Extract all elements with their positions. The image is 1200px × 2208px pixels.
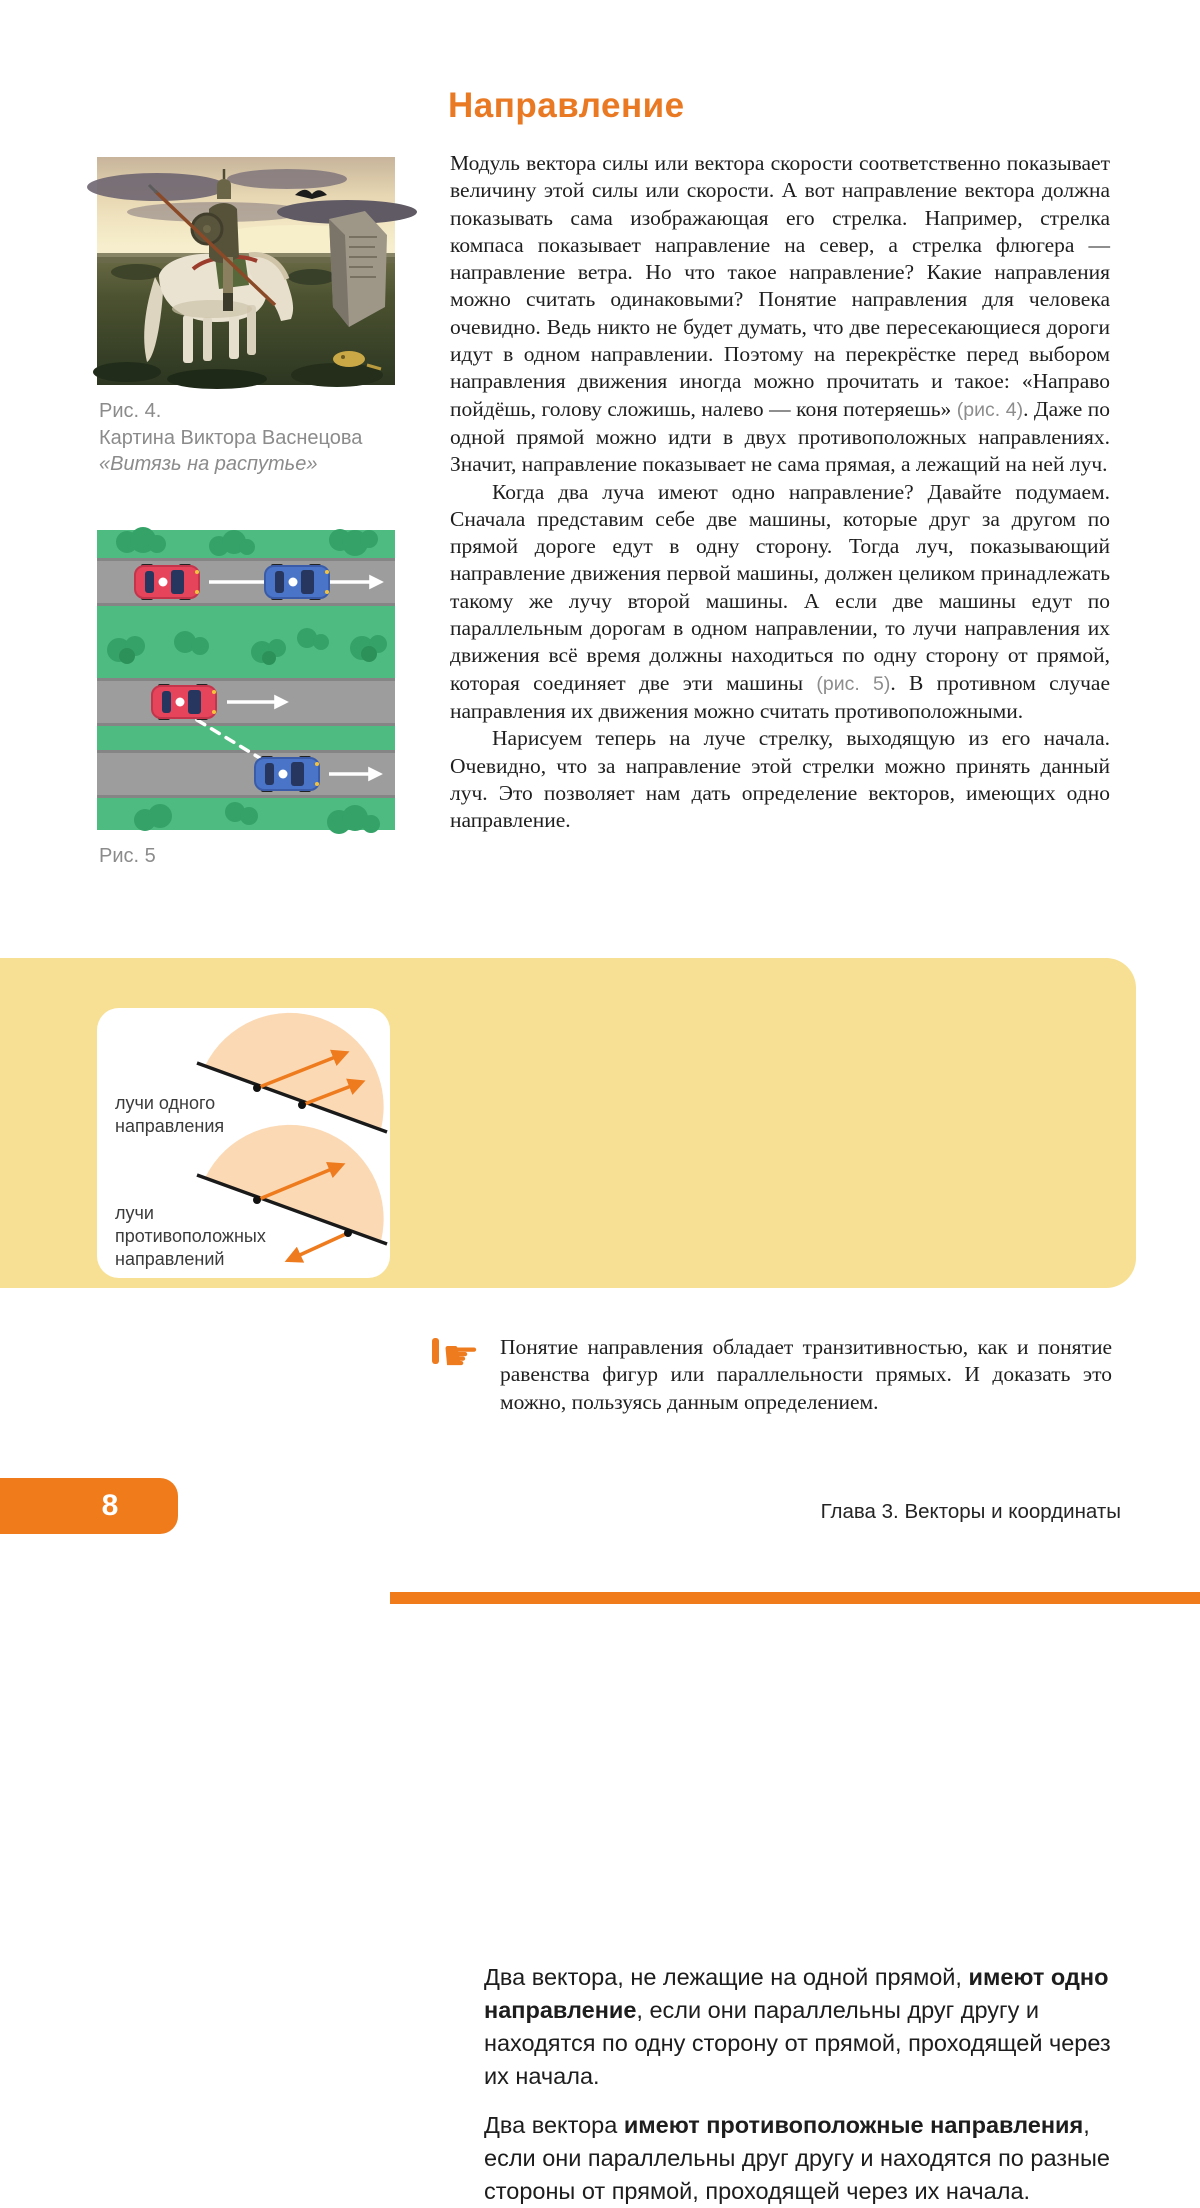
bottom-accent-bar [390, 1592, 1200, 1604]
section-title: Направление [448, 86, 685, 125]
body-paragraph-3: Нарисуем теперь на луче стрелку, выходящую из его начала. Очевидно, что за направление этой стрелки можно принять данный луч. Это позволяет нам дать определение векторов, имеющих одно направление. [450, 726, 1110, 833]
body-p2-text: Когда два луча имеют одно направление? Давайте подумаем. Сначала представим себе две машины, которые друг за другом по прямой дороге едут в одну сторону. Тогда луч, показывающий направление движения первой машины, должен целиком принадлежать такому же лучу второй машины. А если две машины едут по параллельным дорогам в одном направлении, то лучи направления их движения всё время должны находиться по одну сторону от прямой, которая соединяет две эти машины [450, 479, 1110, 695]
figure4-caption [99, 398, 399, 478]
body-p2-text-after: . В противном случае направления их движения можно считать противоположными. [450, 670, 1110, 723]
definition-text [484, 1961, 1114, 2208]
body-paragraph-2 [450, 479, 1110, 726]
body-p1-text: Модуль вектора силы или вектора скорости соответственно показывает величину этой силы или скорости. А вот направление вектора должна показывать сама изображающая его стрелка. Например, стрелка компаса показывает направление на север, а стрелка флюгера — направление ветра. Но что такое направление? Какие направления можно считать одинаковыми? Понятие направления для человека очевидно. Ведь никто не будет думать, что две пересекающиеся дороги идут в одном направлении. Поэтому на перекрёстке перед выбором направления движения иногда можно прочитать и такое: «Направо пойдёшь, голову сложишь, налево — коня потеряешь» [450, 151, 1110, 421]
pointing-hand-icon: ☛ [432, 1334, 494, 1378]
blue-car-top-road [265, 564, 329, 600]
figure4-caption-author: Картина Виктора Васнецова [99, 426, 363, 449]
body-paragraph-1 [450, 150, 1110, 479]
ray-diagram-card [97, 1008, 390, 1278]
note-text: Понятие направления обладает транзитивностью, как и понятие равенства фигур или параллельности прямых. И доказать это можно, пользуясь данным определением. [500, 1335, 1112, 1414]
rays-opposite-direction-label: лучи противоположных направлений [115, 1203, 266, 1269]
red-car-top-road [135, 564, 199, 600]
page-number: 8 [101, 1489, 119, 1522]
figure4-reference: (рис. 4) [956, 398, 1024, 421]
body-p1-text-after: . Даже по одной прямой можно идти в двух противоположных направлениях. Значит, направление показывает не сама прямая, а лежащий на ней луч. [450, 396, 1110, 477]
painting-illustration [97, 157, 395, 385]
chapter-footer: Глава 3. Векторы и координаты [820, 1500, 1121, 1523]
figure4-caption-title: «Витязь на распутье» [99, 453, 318, 475]
road-diagram-illustration [97, 530, 395, 830]
figure5-caption: Рис. 5 [99, 845, 156, 867]
definition-same-direction [484, 1961, 1114, 2093]
figure5-road-diagram [97, 530, 395, 830]
inscribed-stone [329, 211, 387, 327]
figure4-painting [97, 157, 395, 385]
definition1-term: имеют одно направление [484, 1964, 1109, 2023]
main-text-column [450, 150, 1110, 834]
figure4-caption-number: Рис. 4. [99, 400, 162, 422]
blue-car-bottom-road [255, 756, 319, 792]
rays-same-direction-label: лучи одного направления [115, 1093, 225, 1136]
pointing-hand-bar [432, 1338, 439, 1364]
definition1-pre: Два вектора, не лежащие на одной прямой, [484, 1964, 969, 1990]
definition2-post: , если они параллельны друг другу и находятся по разные стороны от прямой, проходящей через их начала. [484, 2112, 1110, 2204]
definition2-pre: Два вектора [484, 2112, 624, 2138]
page-number-badge [0, 1478, 178, 1534]
red-car-middle-road [152, 684, 216, 720]
definition2-term: имеют противоположные направления [623, 2112, 1084, 2138]
definition1-post: , если они параллельны друг другу и находятся по одну сторону от прямой, проходящей через их начала. [484, 1997, 1111, 2089]
definition-opposite-direction [484, 2109, 1114, 2208]
figure5-reference: (рис. 5) [816, 672, 891, 695]
